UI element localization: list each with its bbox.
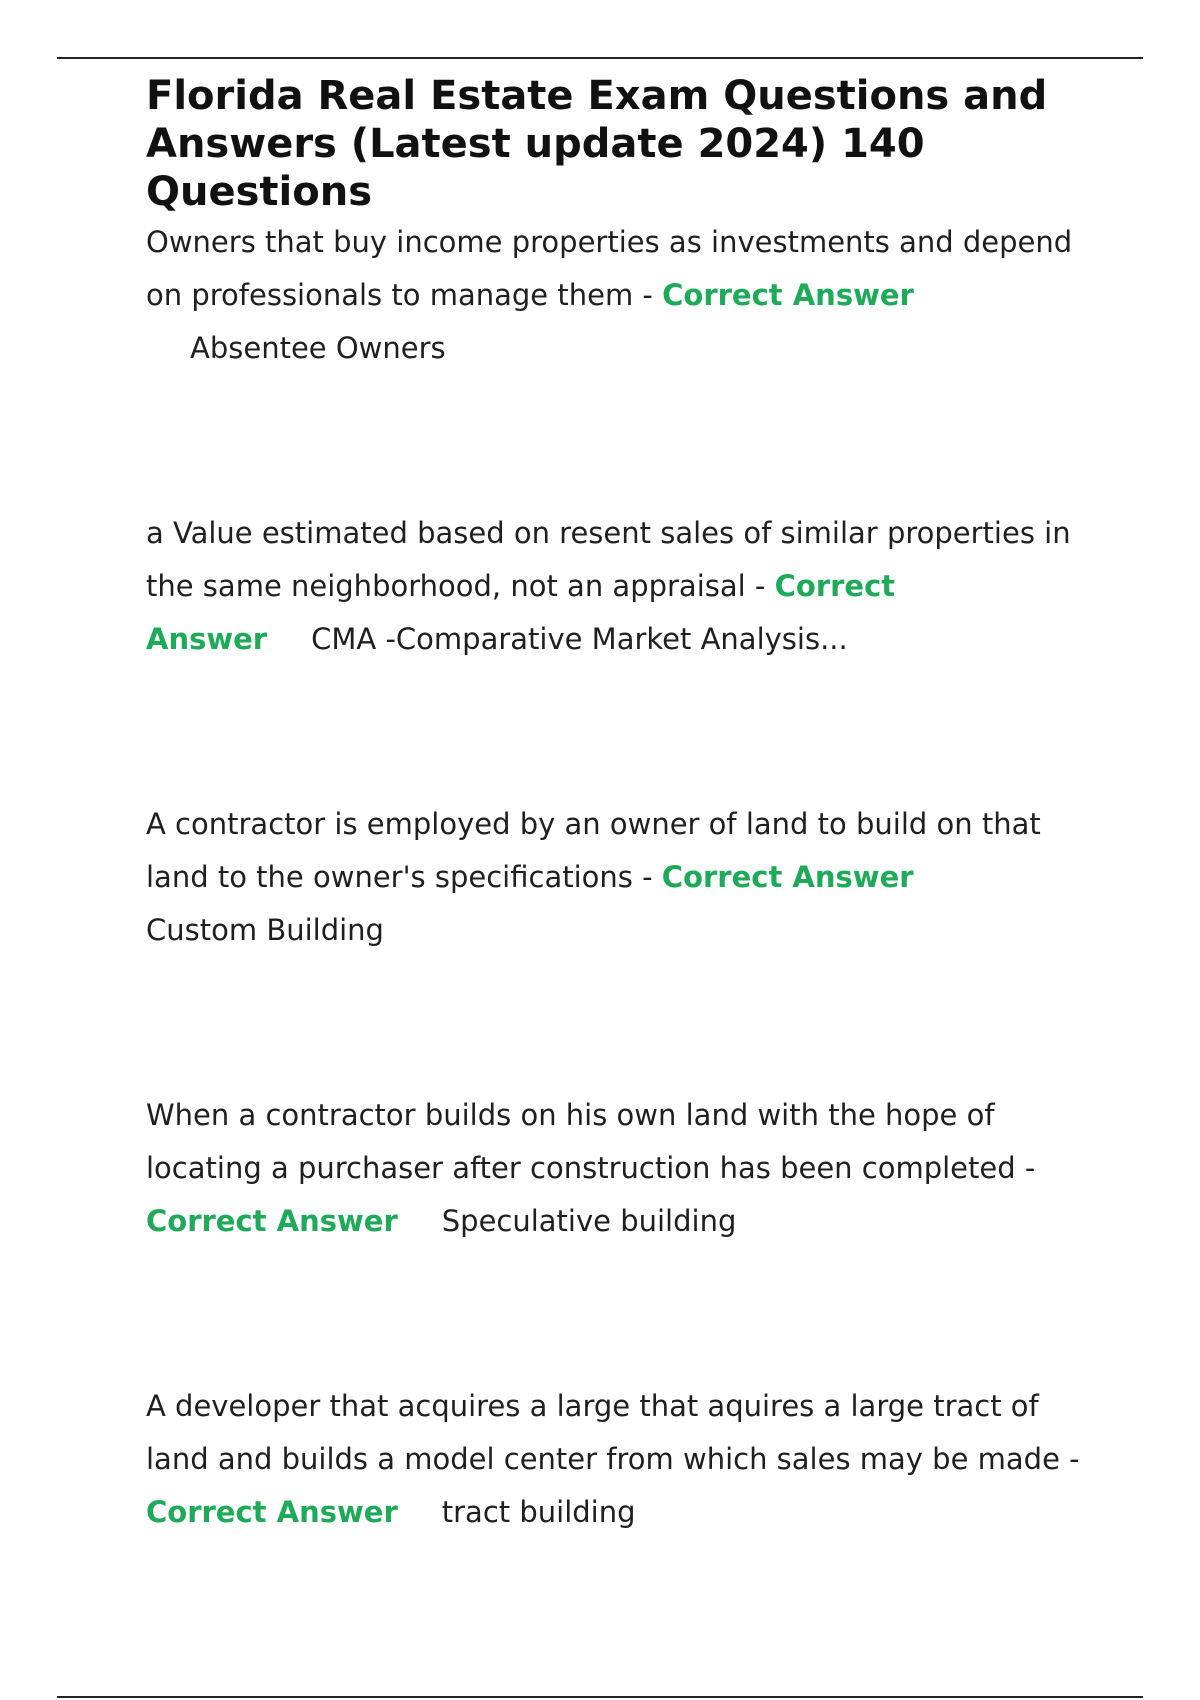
answer-text: tract building [441, 1495, 636, 1529]
correct-answer-label: Correct Answer [146, 1204, 398, 1238]
qa-item-4 [146, 1089, 1086, 1248]
question-text: Owners that buy income properties as investments and depend on professionals to manage them - [146, 225, 1073, 312]
question-text: A contractor is employed by an owner of land to build on that land to the owner's specifications - [146, 807, 1041, 894]
correct-answer-label: Correct Answer [661, 860, 914, 894]
answer-text: Speculative building [441, 1204, 737, 1238]
question-text: a Value estimated based on resent sales of similar properties in the same neighborhood, not an appraisal - [146, 516, 1071, 603]
qa-item-5 [146, 1380, 1086, 1539]
top-rule [57, 57, 1143, 59]
qa-item-2 [146, 507, 1086, 666]
document-body [146, 72, 1086, 1539]
bottom-rule [57, 1696, 1143, 1698]
question-text: A developer that acquires a large that aquires a large tract of land and builds a model center from which sales may be made - [146, 1389, 1080, 1476]
correct-answer-label: Correct Answer [146, 1495, 398, 1529]
question-text: When a contractor builds on his own land with the hope of locating a purchaser after construction has been completed - [146, 1098, 1036, 1185]
correct-answer-label: Correct Answer [146, 569, 896, 656]
answer-text: CMA -Comparative Market Analysis... [311, 622, 848, 656]
correct-answer-label: Correct Answer [662, 278, 914, 312]
qa-item-1 [146, 216, 1086, 375]
document-title: Florida Real Estate Exam Questions and Answers (Latest update 2024) 140 Questions [146, 73, 1048, 215]
answer-text: Custom Building [146, 913, 384, 947]
qa-item-3 [146, 798, 1086, 957]
answer-text: Absentee Owners [190, 331, 446, 365]
